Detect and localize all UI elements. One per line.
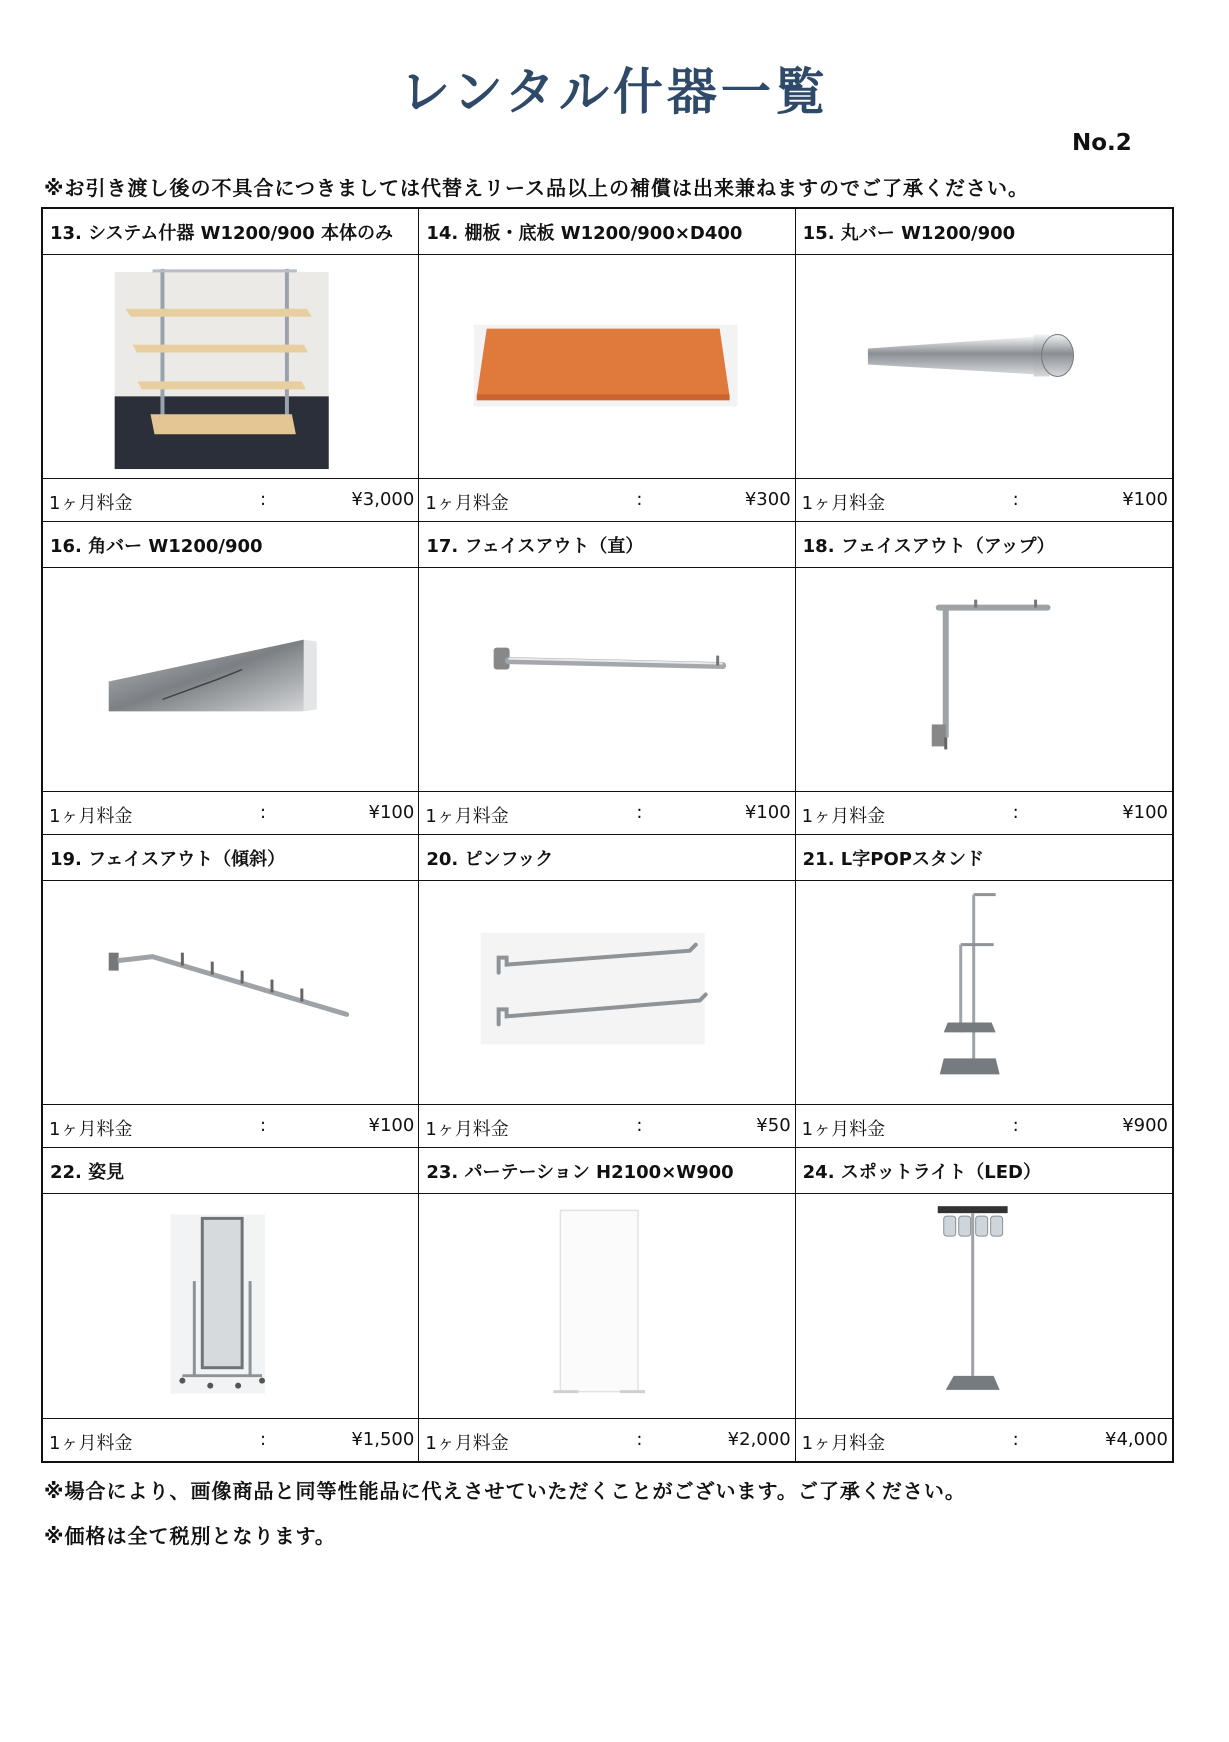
item-cell — [43, 835, 419, 1148]
item-name: 13. システム什器 W1200/900 本体のみ — [43, 209, 418, 255]
item-cell — [43, 209, 419, 522]
item-cell — [796, 522, 1172, 835]
partition-icon — [419, 1194, 794, 1419]
fee-label: 1ヶ月料金 — [425, 806, 509, 827]
faceout-straight-icon — [419, 568, 794, 792]
equipment-table — [41, 207, 1174, 1463]
page-number: No.2 — [1072, 130, 1132, 156]
fee-colon: : — [1012, 1115, 1019, 1136]
square-bar-icon — [43, 568, 418, 792]
fee-row — [796, 1105, 1172, 1147]
fee-label: 1ヶ月料金 — [49, 493, 133, 514]
fee-colon: : — [260, 489, 267, 510]
system-shelf-icon — [43, 255, 418, 479]
fee-colon: : — [260, 1115, 267, 1136]
round-bar-icon — [796, 255, 1172, 479]
fee-row — [796, 792, 1172, 834]
pin-hook-icon — [419, 881, 794, 1105]
fee-price: ¥900 — [1122, 1115, 1168, 1136]
notice-substitution: ※場合により、画像商品と同等性能品に代えさせていただくことがございます。ご了承ください。 — [44, 1479, 966, 1503]
fee-colon: : — [636, 489, 643, 510]
item-cell — [419, 522, 795, 835]
fee-price: ¥100 — [1122, 489, 1168, 510]
fee-price: ¥100 — [368, 802, 415, 823]
fee-row — [419, 1105, 794, 1147]
fee-row — [43, 1419, 418, 1461]
fee-label: 1ヶ月料金 — [425, 493, 509, 514]
fee-label: 1ヶ月料金 — [49, 806, 133, 827]
fee-price: ¥100 — [368, 1115, 415, 1136]
mirror-icon — [43, 1194, 418, 1419]
fee-label: 1ヶ月料金 — [801, 1119, 886, 1140]
item-name: 23. パーテーション H2100×W900 — [419, 1148, 794, 1194]
fee-price: ¥50 — [756, 1115, 791, 1136]
item-name: 22. 姿見 — [43, 1148, 418, 1194]
fee-row — [43, 792, 418, 834]
item-cell — [43, 1148, 419, 1461]
faceout-up-icon — [796, 568, 1172, 792]
item-name: 16. 角バー W1200/900 — [43, 522, 418, 568]
notice-top: ※お引き渡し後の不具合につきましては代替えリース品以上の補償は出来兼ねますのでご了承ください。 — [44, 176, 1030, 200]
item-name: 19. フェイスアウト（傾斜） — [43, 835, 418, 881]
fee-colon: : — [1012, 802, 1019, 823]
item-cell — [419, 209, 795, 522]
faceout-slope-icon — [43, 881, 418, 1105]
item-name: 17. フェイスアウト（直） — [419, 522, 794, 568]
fee-price: ¥300 — [744, 489, 791, 510]
fee-row — [43, 479, 418, 521]
fee-label: 1ヶ月料金 — [801, 806, 886, 827]
fee-row — [419, 1419, 794, 1461]
fee-price: ¥100 — [1122, 802, 1168, 823]
fee-colon: : — [636, 1429, 643, 1450]
fee-label: 1ヶ月料金 — [801, 1433, 886, 1454]
fee-price: ¥100 — [744, 802, 791, 823]
fee-row — [419, 792, 794, 834]
fee-row — [796, 479, 1172, 521]
fee-label: 1ヶ月料金 — [49, 1433, 133, 1454]
l-pop-stand-icon — [796, 881, 1172, 1105]
item-cell — [796, 835, 1172, 1148]
fee-row — [796, 1419, 1172, 1461]
item-name: 18. フェイスアウト（アップ） — [796, 522, 1172, 568]
item-cell — [796, 209, 1172, 522]
fee-colon: : — [260, 802, 267, 823]
fee-colon: : — [636, 1115, 643, 1136]
item-name: 15. 丸バー W1200/900 — [796, 209, 1172, 255]
fee-price: ¥4,000 — [1105, 1429, 1168, 1450]
item-cell — [43, 522, 419, 835]
fee-row — [43, 1105, 418, 1147]
fee-label: 1ヶ月料金 — [425, 1433, 509, 1454]
item-name: 21. L字POPスタンド — [796, 835, 1172, 881]
item-cell — [419, 835, 795, 1148]
fee-colon: : — [1012, 489, 1019, 510]
fee-price: ¥3,000 — [351, 489, 415, 510]
item-name: 20. ピンフック — [419, 835, 794, 881]
item-cell — [419, 1148, 795, 1461]
fee-row — [419, 479, 794, 521]
fee-label: 1ヶ月料金 — [425, 1119, 509, 1140]
fee-price: ¥2,000 — [727, 1429, 791, 1450]
notice-tax: ※価格は全て税別となります。 — [44, 1524, 336, 1548]
item-name: 14. 棚板・底板 W1200/900×D400 — [419, 209, 794, 255]
fee-colon: : — [260, 1429, 267, 1450]
item-name: 24. スポットライト（LED） — [796, 1148, 1172, 1194]
fee-label: 1ヶ月料金 — [801, 493, 886, 514]
shelf-board-icon — [419, 255, 794, 479]
fee-price: ¥1,500 — [351, 1429, 415, 1450]
fee-colon: : — [1012, 1429, 1019, 1450]
fee-label: 1ヶ月料金 — [49, 1119, 133, 1140]
page-title: レンタル什器一覧 — [400, 63, 829, 121]
fee-colon: : — [636, 802, 643, 823]
spotlight-icon — [796, 1194, 1172, 1419]
item-cell — [796, 1148, 1172, 1461]
